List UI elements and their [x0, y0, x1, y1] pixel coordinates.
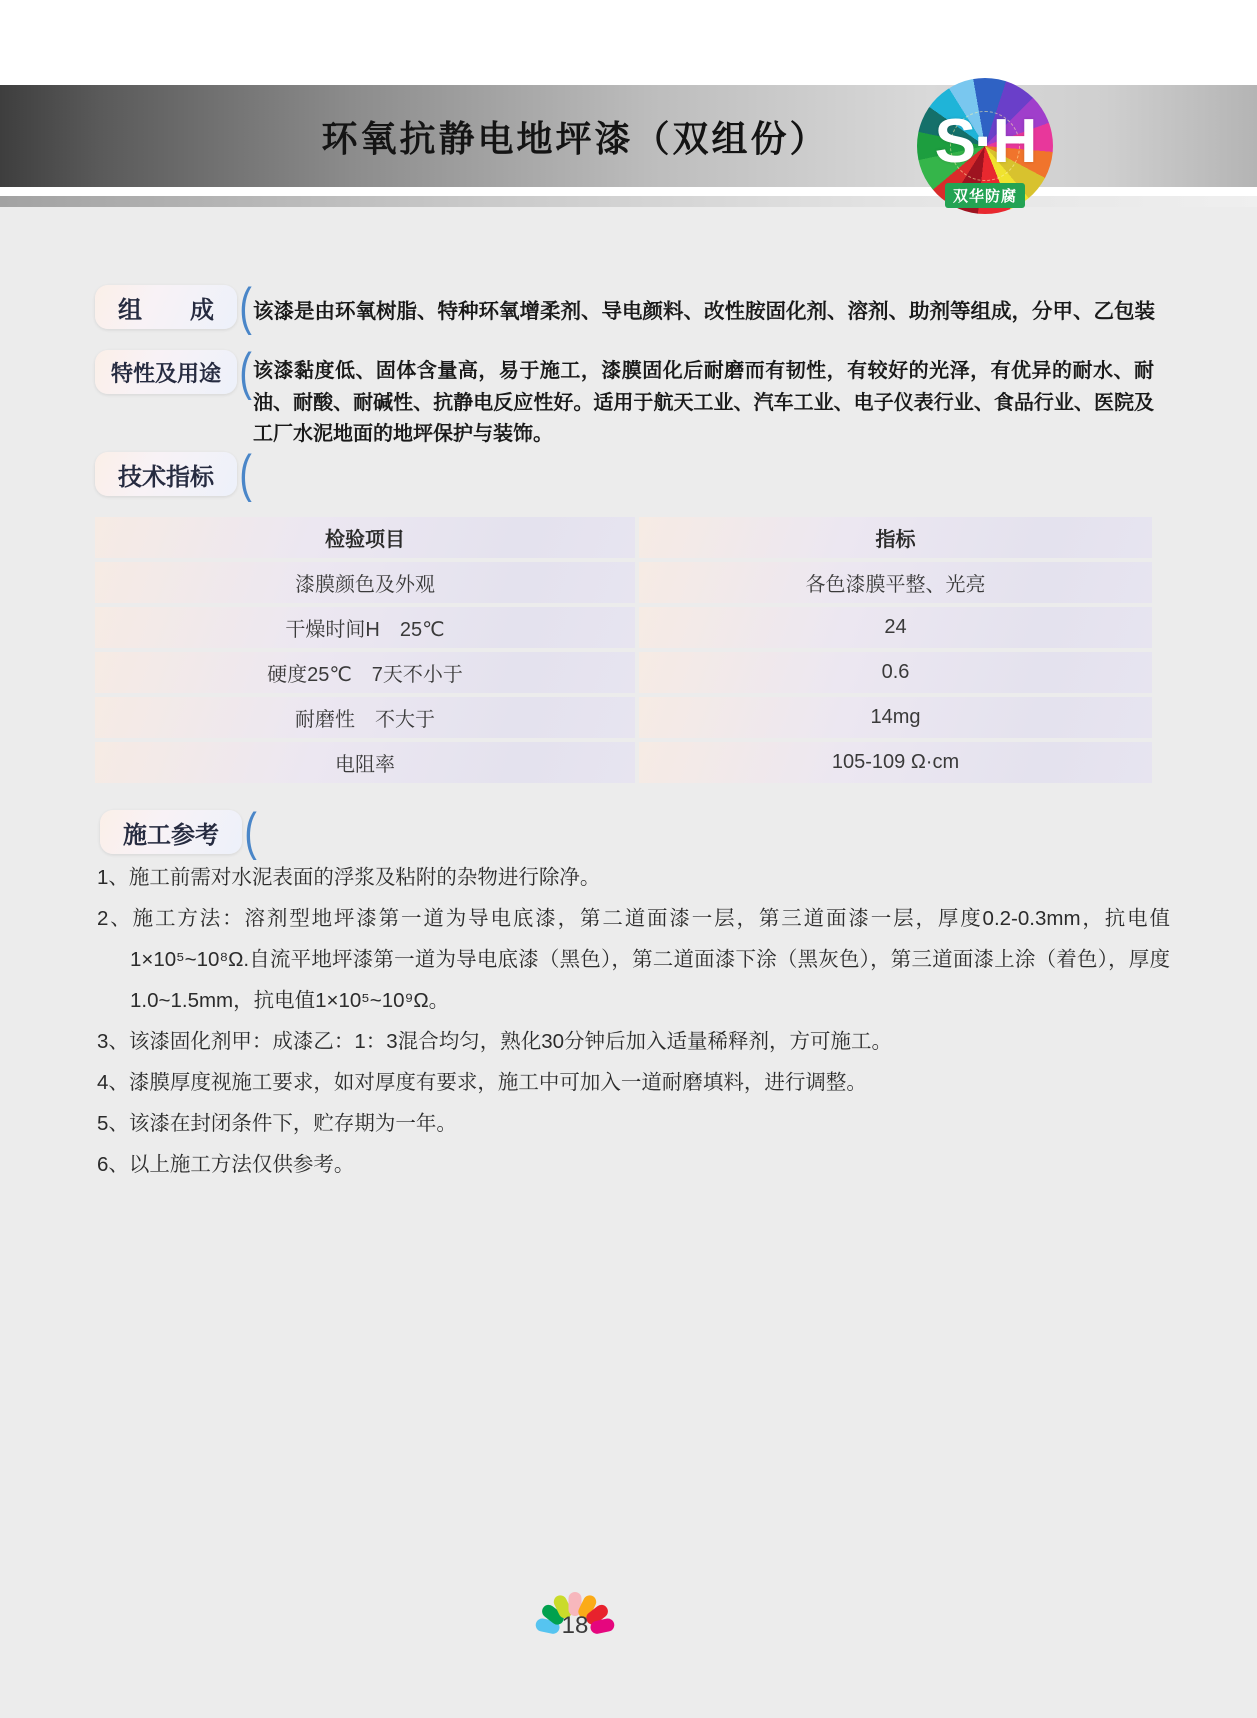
list-item: 5、该漆在封闭条件下，贮存期为一年。 [97, 1112, 457, 1135]
list-item: 1、施工前需对水泥表面的浮浆及粘附的杂物进行除净。 [97, 866, 601, 889]
decorative-paren-icon: ( [239, 278, 252, 336]
page-title: 环氧抗静电地坪漆（双组份） [321, 117, 829, 159]
section-label-tech-specs: 技术指标 [95, 452, 237, 496]
logo-monogram: S·H [934, 106, 1036, 176]
table-cell-value: 14mg [639, 697, 1152, 738]
page-footer [533, 1582, 617, 1652]
table-cell-item: 漆膜颜色及外观 [95, 562, 635, 603]
table-cell-item: 干燥时间H 25℃ [95, 607, 635, 648]
table-cell-value: 105-109 Ω·cm [639, 742, 1152, 783]
properties-text: 该漆黏度低、固体含量高，易于施工，漆膜固化后耐磨而有韧性，有较好的光泽，有优异的耐水、耐油、耐酸、耐碱性、抗静电反应性好。适用于航天工业、汽车工业、电子仪表行业、食品行业、医院及工厂水泥地面的地坪保护与装饰。 [253, 360, 1154, 445]
list-item: 4、漆膜厚度视施工要求，如对厚度有要求，施工中可加入一道耐磨填料，进行调整。 [97, 1071, 867, 1094]
list-item: 3、该漆固化剂甲：成漆乙：1：3混合均匀，熟化30分钟后加入适量稀释剂，方可施工。 [97, 1030, 893, 1053]
decorative-paren-icon: ( [239, 343, 252, 401]
list-item: 2、施工方法：溶剂型地坪漆第一道为导电底漆，第二道面漆一层，第三道面漆一层，厚度0.2-0.3mm，抗电值1×10⁵~10⁸Ω.自流平地坪漆第一道为导电底漆（黑色），第二道面漆下涂（黑灰色），第三道面漆上涂（着色），厚度1.0~1.5mm，抗电值1×10⁵~10⁹Ω。 [97, 907, 1170, 1012]
table-header-item: 检验项目 [95, 517, 635, 558]
table-cell-value: 各色漆膜平整、光亮 [639, 562, 1152, 603]
table-cell-item: 耐磨性 不大于 [95, 697, 635, 738]
section-label-composition: 组 成 [95, 285, 237, 329]
table-cell-item: 硬度25℃ 7天不小于 [95, 652, 635, 693]
list-item: 6、以上施工方法仅供参考。 [97, 1153, 355, 1176]
table-cell-item: 电阻率 [95, 742, 635, 783]
page-number: 18 [561, 1612, 589, 1639]
section-label-properties: 特性及用途 [95, 350, 237, 394]
table-cell-value: 0.6 [639, 652, 1152, 693]
table-header-value: 指标 [639, 517, 1152, 558]
company-logo [917, 78, 1053, 214]
logo-company-name: 双华防腐 [945, 183, 1025, 208]
spec-table [95, 517, 1152, 783]
composition-text: 该漆是由环氧树脂、特种环氧增柔剂、导电颜料、改性胺固化剂、溶剂、助剂等组成，分甲、乙包装 [253, 300, 1155, 323]
table-cell-value: 24 [639, 607, 1152, 648]
decorative-paren-icon: ( [239, 445, 252, 503]
section-label-construction: 施工参考 [100, 810, 242, 854]
header-banner [0, 85, 1257, 187]
decorative-paren-icon: ( [244, 803, 257, 861]
header-stripe [0, 196, 1257, 207]
construction-list [97, 857, 1170, 1185]
